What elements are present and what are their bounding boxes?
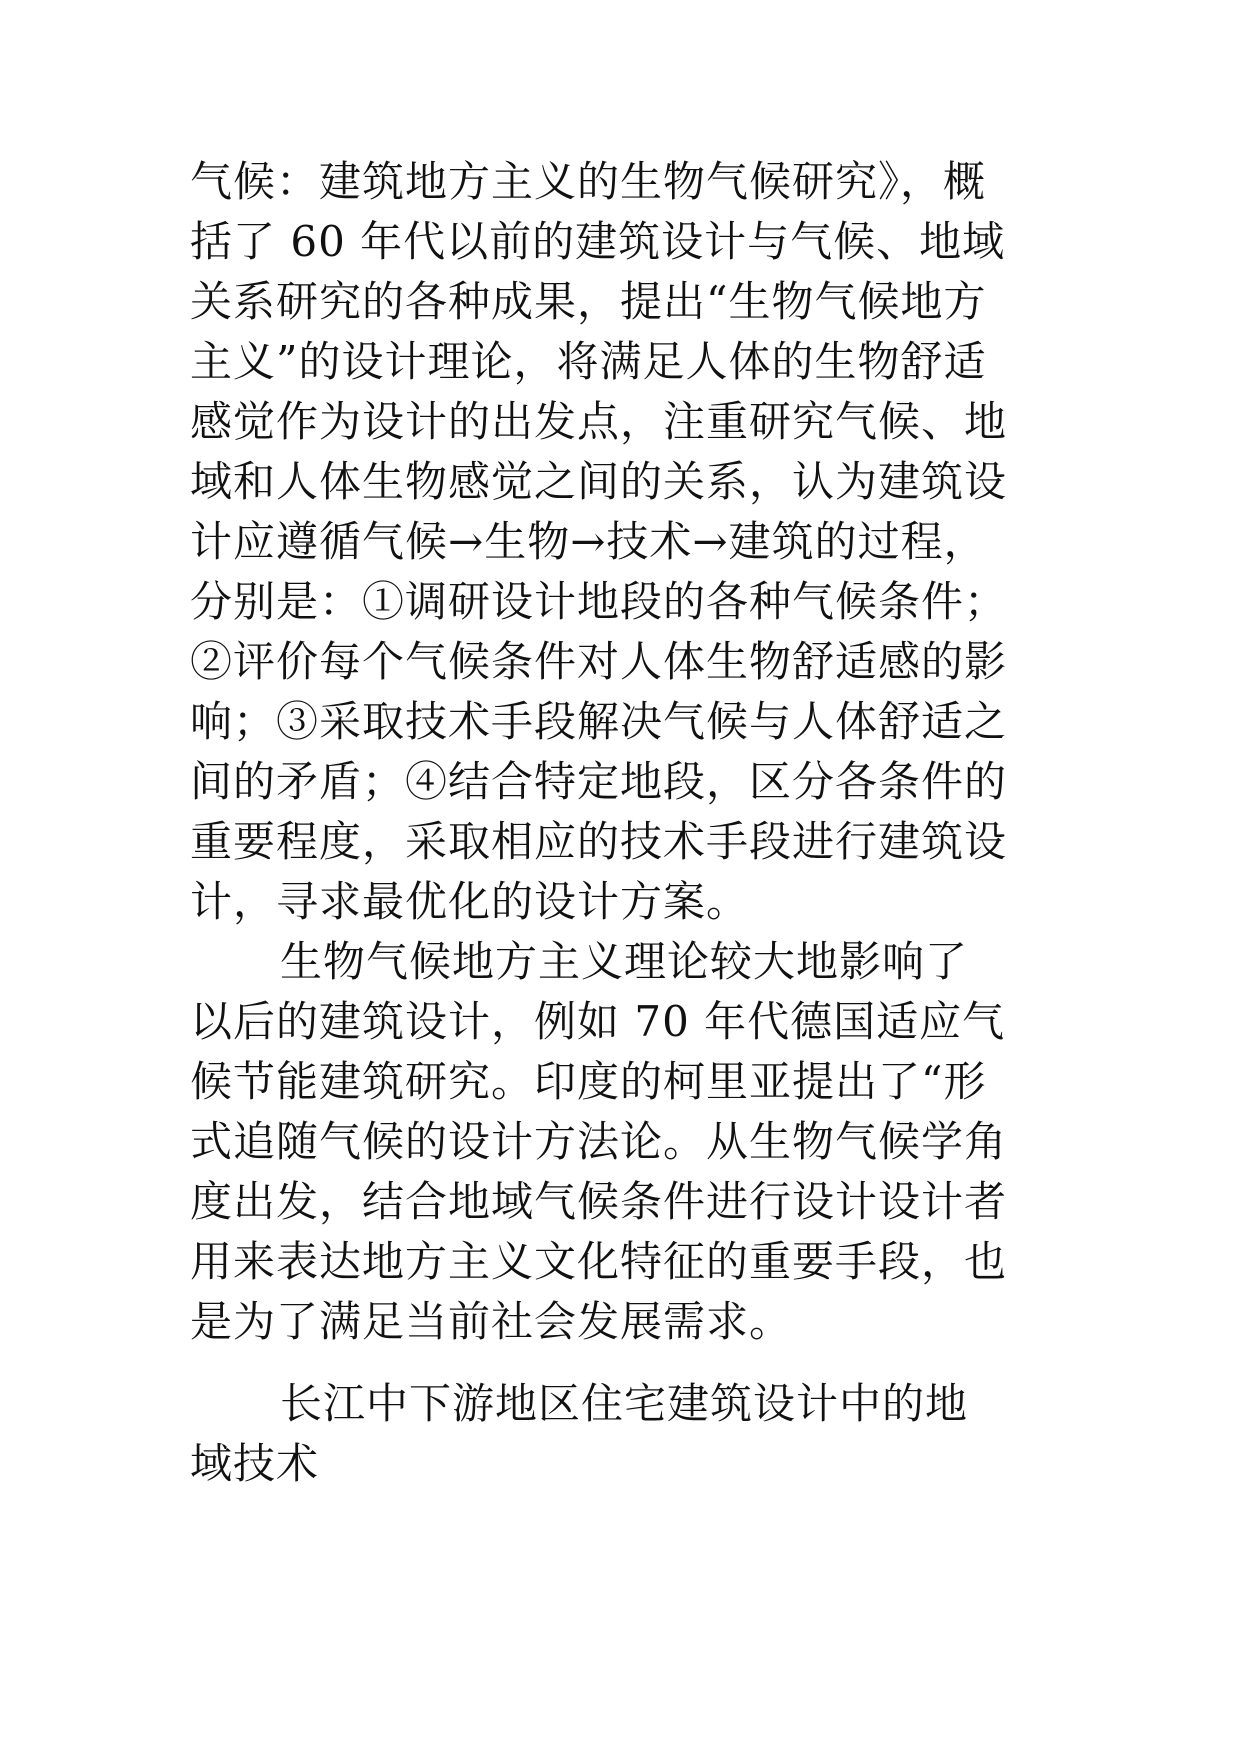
text-line: 响；③采取技术手段解决气候与人体舒适之 <box>190 697 1008 746</box>
text-line: 候节能建筑研究。印度的柯里亚提出了“形 <box>190 1057 987 1106</box>
text-line: ②评价每个气候条件对人体生物舒适感的影 <box>190 637 1008 686</box>
text-line: 域技术 <box>190 1439 320 1488</box>
text-line: 以后的建筑设计，例如 70 年代德国适应气 <box>190 997 1006 1046</box>
text-line: 气候：建筑地方主义的生物气候研究》，概 <box>190 157 987 206</box>
paragraph-1 <box>190 152 1070 932</box>
text-line: 关系研究的各种成果，提出“生物气候地方 <box>190 277 987 326</box>
text-line: 是为了满足当前社会发展需求。 <box>190 1297 793 1346</box>
text-line: 重要程度，采取相应的技术手段进行建筑设 <box>190 817 1008 866</box>
text-line: 生物气候地方主义理论较大地影响了 <box>280 937 969 986</box>
text-line: 主义”的设计理论，将满足人体的生物舒适 <box>190 337 987 386</box>
text-line: 式追随气候的设计方法论。从生物气候学角 <box>190 1117 1008 1166</box>
paragraph-2 <box>190 932 1070 1352</box>
text-line: 度出发，结合地域气候条件进行设计设计者 <box>190 1177 1008 1226</box>
text-line: 计应遵循气候→生物→技术→建筑的过程， <box>190 517 987 566</box>
text-line: 计，寻求最优化的设计方案。 <box>190 877 750 926</box>
text-line: 间的矛盾；④结合特定地段，区分各条件的 <box>190 757 1008 806</box>
paragraph-3-heading <box>190 1374 1070 1494</box>
text-line: 长江中下游地区住宅建筑设计中的地 <box>280 1379 969 1428</box>
text-line: 感觉作为设计的出发点，注重研究气候、地 <box>190 397 1008 446</box>
body-text <box>190 152 1070 1494</box>
text-line: 分别是：①调研设计地段的各种气候条件； <box>190 577 1008 626</box>
text-line: 域和人体生物感觉之间的关系，认为建筑设 <box>190 457 1008 506</box>
text-line: 用来表达地方主义文化特征的重要手段，也 <box>190 1237 1008 1286</box>
text-line: 括了 60 年代以前的建筑设计与气候、地域 <box>190 217 1006 266</box>
